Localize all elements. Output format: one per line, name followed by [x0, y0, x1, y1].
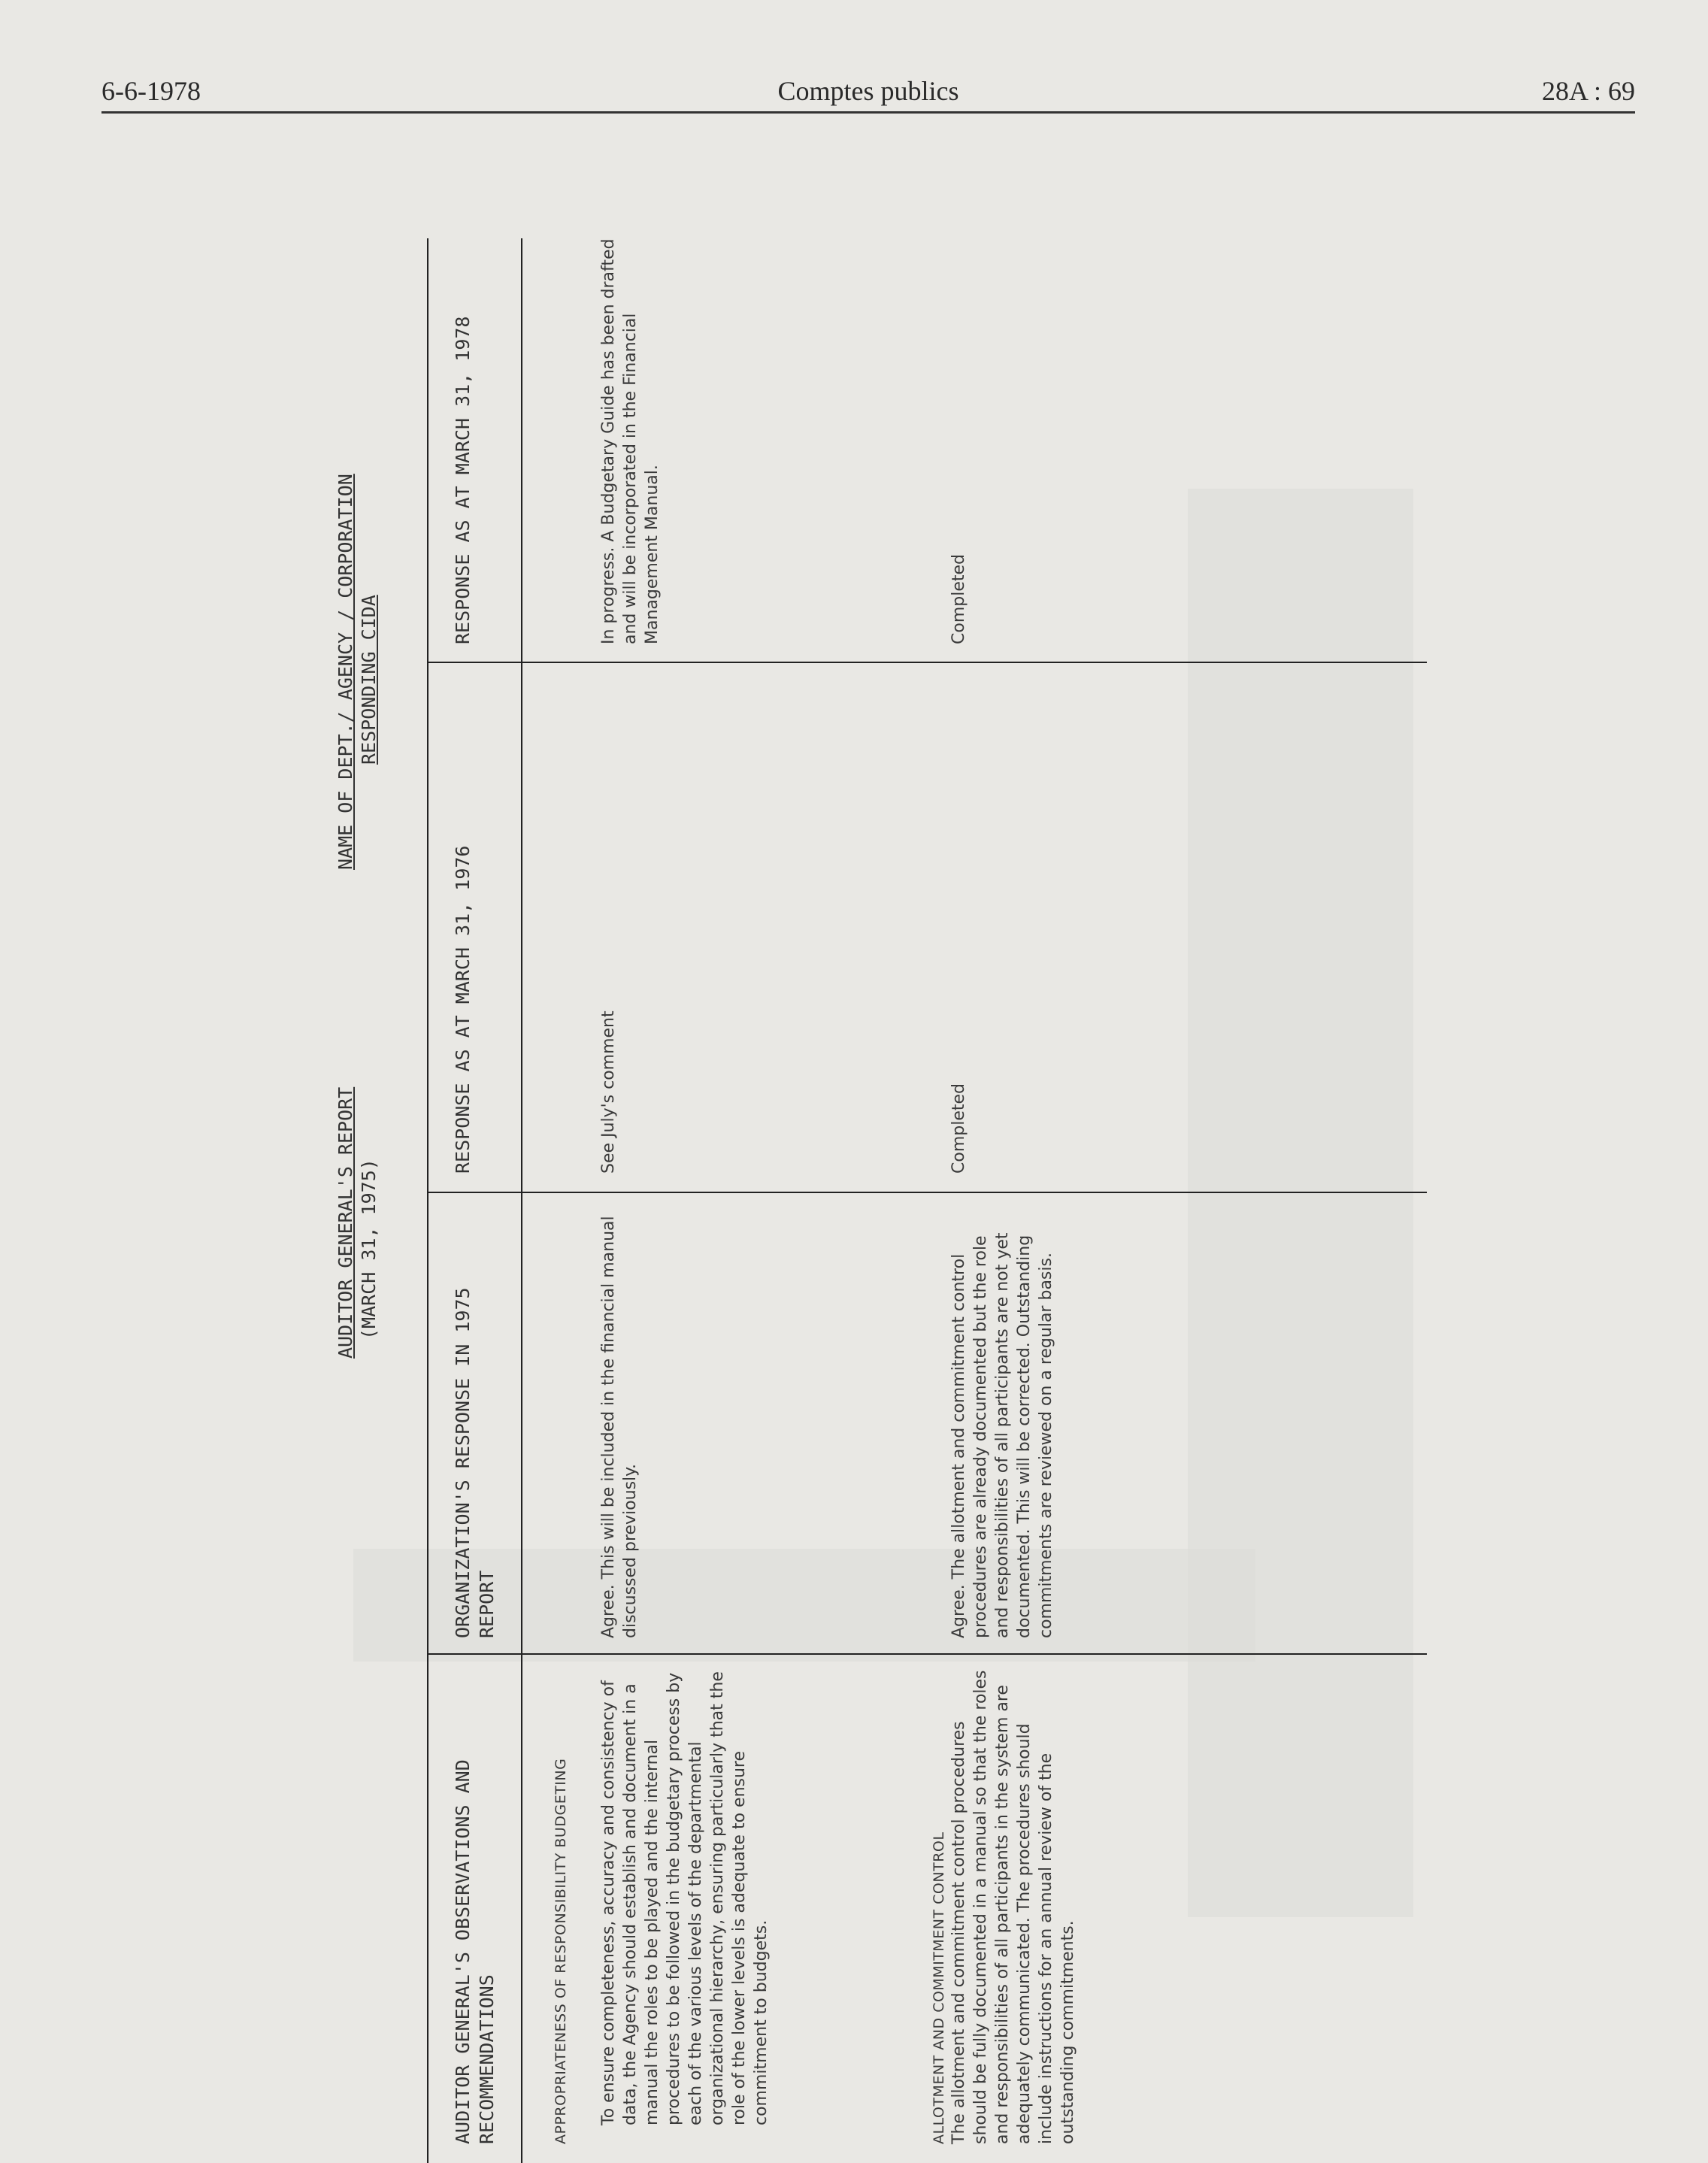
- column-divider: [427, 662, 1427, 663]
- response-1976-text: Completed: [949, 1083, 968, 1174]
- header-page-number: 28A : 69: [1541, 76, 1635, 106]
- column-header-1975: ORGANIZATION'S RESPONSE IN 1975 REPORT: [452, 1287, 498, 1638]
- column-header-1976: RESPONSE AS AT MARCH 31, 1976: [452, 845, 474, 1174]
- report-table: [335, 238, 1427, 2163]
- dept-name: RESPONDING CIDA: [358, 595, 380, 765]
- table-header-rule: [521, 238, 522, 2163]
- header-title: Comptes publics: [777, 76, 959, 106]
- section-heading: ALLOTMENT AND COMMITMENT CONTROL: [931, 1831, 947, 2144]
- column-header-observations: AUDITOR GENERAL'S OBSERVATIONS AND RECOMMENDATIONS: [452, 1759, 498, 2144]
- response-1975-text: Agree. This will be included in the financial manual discussed previously.: [599, 1216, 640, 1638]
- observation-text: To ensure completeness, accuracy and consistency of data, the Agency should establish and document in a manual the roles to be played and the internal procedures to be followed in the budgetary process by each of the various levels of the departmental organizational hierarchy, ensuring particularly that the role of the lower levels is adequate to ensure commitment to budgets.: [599, 1671, 771, 2125]
- header-rule: [101, 111, 1635, 114]
- column-header-1978: RESPONSE AS AT MARCH 31, 1978: [452, 316, 474, 644]
- section-heading: APPROPRIATENESS OF RESPONSIBILITY BUDGETING: [553, 1758, 569, 2144]
- table-top-rule: [427, 238, 429, 2163]
- response-1978-text: In progress. A Budgetary Guide has been drafted and will be incorporated in the Financial Management Manual.: [599, 238, 662, 644]
- response-1975-text: Agree. The allotment and commitment control procedures are already documented but the role and responsibilities of all participants are not yet documented. This will be corrected. Outstanding commitments are reviewed on a regular basis.: [949, 1232, 1055, 1638]
- header-date: 6-6-1978: [101, 76, 201, 106]
- report-title: AUDITOR GENERAL'S REPORT: [335, 1086, 356, 1359]
- column-divider: [427, 1192, 1427, 1193]
- dept-label: NAME OF DEPT./ AGENCY / CORPORATION: [335, 474, 356, 870]
- response-1978-text: Completed: [949, 554, 968, 644]
- response-1976-text: See July's comment: [599, 1010, 618, 1174]
- report-date: (MARCH 31, 1975): [358, 1159, 380, 1340]
- observation-text: The allotment and commitment control procedures should be fully documented in a manual so that the roles and responsibilities of all participants in the system are adequately communicated. The procedures should include instructions for an annual review of the outstanding commitments.: [949, 1670, 1077, 2144]
- column-divider: [427, 1653, 1427, 1655]
